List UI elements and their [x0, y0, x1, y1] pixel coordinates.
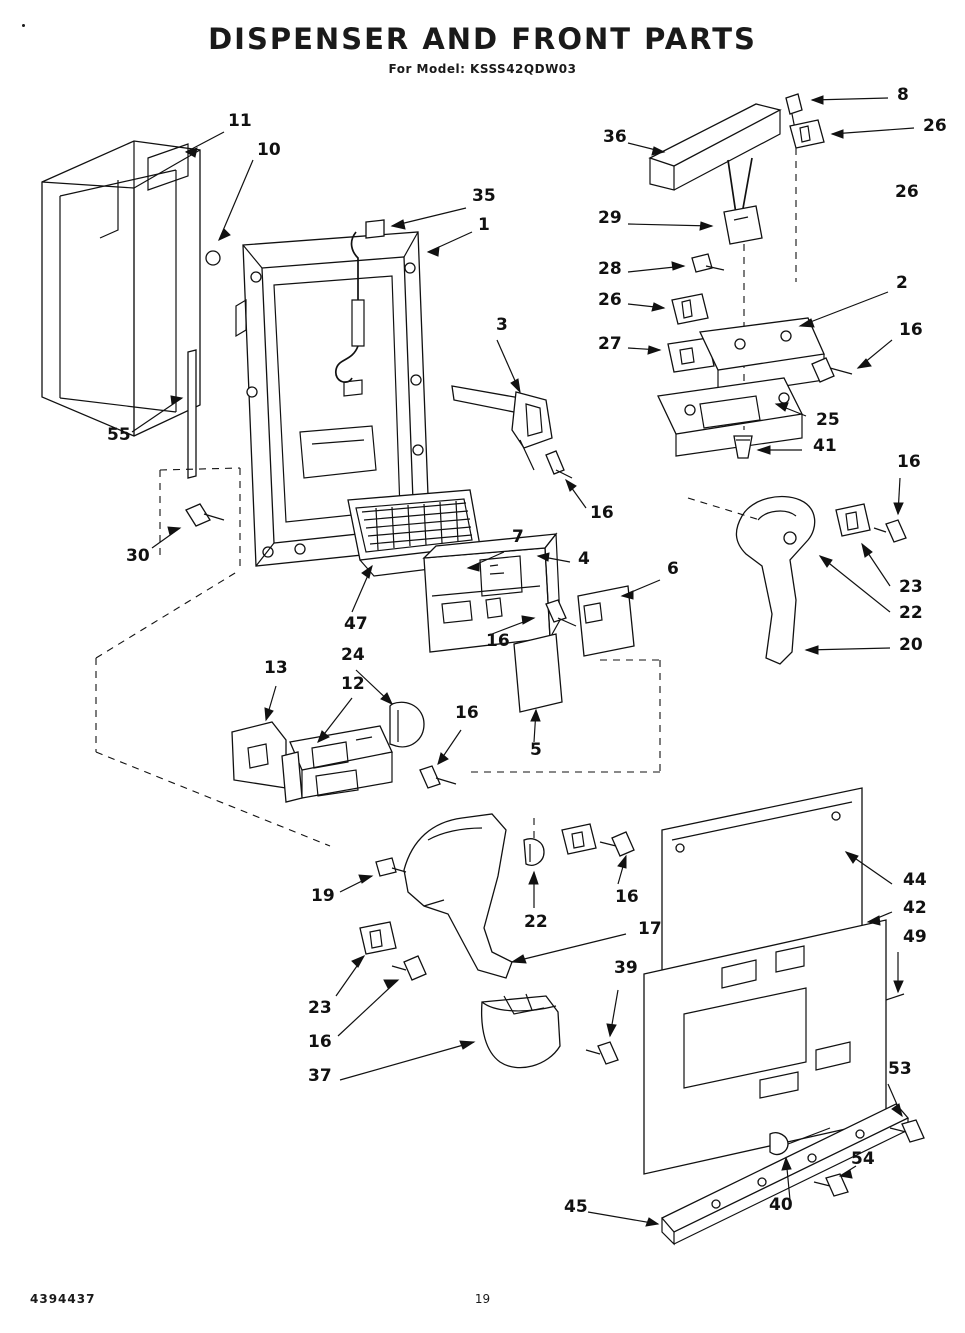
part-11-liner-box [42, 141, 200, 436]
part-16-screw-c [812, 358, 852, 382]
callout-28: 28 [598, 259, 622, 279]
part-37-funnel [482, 994, 560, 1068]
model-subtitle: For Model: KSSS42QDW03 [388, 62, 577, 76]
callout-41: 41 [813, 436, 837, 456]
callout-16-e: 16 [455, 703, 479, 723]
callout-5: 5 [530, 740, 542, 760]
callout-16-b: 16 [590, 503, 614, 523]
part-16-screw-b [546, 600, 576, 626]
callout-22-b: 22 [524, 912, 548, 932]
part-26-clip-a [790, 120, 824, 282]
part-16-screw-a [546, 451, 572, 478]
callout-6: 6 [667, 559, 679, 579]
part-2-dispenser-housing [658, 318, 824, 456]
callout-16-d: 16 [486, 631, 510, 651]
callout-26-a: 26 [923, 116, 947, 136]
callout-23-b: 23 [308, 998, 332, 1018]
part-22-bracket-b [562, 824, 596, 854]
part-12-bracket [282, 726, 392, 802]
part-17-dispenser-lever-arm [404, 814, 512, 978]
callout-20: 20 [899, 635, 923, 655]
part-39-screw [586, 1042, 618, 1064]
callout-10: 10 [257, 140, 281, 160]
part-16-screw-f [392, 956, 426, 980]
part-23-clip-b [360, 922, 396, 954]
callout-13: 13 [264, 658, 288, 678]
callout-44: 44 [903, 870, 927, 890]
part-41-lamp [734, 436, 752, 458]
callout-1: 1 [478, 215, 490, 235]
part-19-pin [376, 858, 406, 876]
part-28-screw [692, 254, 724, 272]
callout-23-a: 23 [899, 577, 923, 597]
callout-16-c: 16 [897, 452, 921, 472]
callout-42: 42 [903, 898, 927, 918]
part-49-door-panel-edge [886, 994, 904, 1000]
callout-12: 12 [341, 674, 365, 694]
callout-30: 30 [126, 546, 150, 566]
part-30-screw [186, 504, 224, 526]
callout-54: 54 [851, 1149, 875, 1169]
callout-45: 45 [564, 1197, 588, 1217]
callout-16-g: 16 [308, 1032, 332, 1052]
construction-line-1 [96, 570, 240, 658]
callout-19: 19 [311, 886, 335, 906]
callout-26-b: 26 [895, 182, 919, 202]
callout-8: 8 [897, 85, 909, 105]
part-36-light-channel [650, 104, 780, 190]
page-title: DISPENSER AND FRONT PARTS [208, 22, 757, 56]
callout-27: 27 [598, 334, 622, 354]
part-22-bushing [524, 818, 544, 865]
callout-49: 49 [903, 927, 927, 947]
callout-3: 3 [496, 315, 508, 335]
part-5-cover-plate [514, 634, 562, 712]
part-20-lever-arm [736, 497, 814, 664]
callout-36: 36 [603, 127, 627, 147]
callout-24: 24 [341, 645, 365, 665]
callout-2: 2 [896, 273, 908, 293]
callout-55: 55 [107, 425, 131, 445]
part-16-screw-e [420, 766, 456, 788]
callout-16-a: 16 [899, 320, 923, 340]
part-54-screw [814, 1174, 848, 1196]
callout-40: 40 [769, 1195, 793, 1215]
callout-47: 47 [344, 614, 368, 634]
callout-39: 39 [614, 958, 638, 978]
part-16-screw-d [874, 520, 906, 542]
callout-7: 7 [512, 527, 524, 547]
page-number: 19 [474, 1292, 491, 1306]
callout-11: 11 [228, 111, 252, 131]
callout-26-c: 26 [598, 290, 622, 310]
callout-53: 53 [888, 1059, 912, 1079]
callout-16-f: 16 [615, 887, 639, 907]
callout-4: 4 [578, 549, 590, 569]
part-23-clip [836, 504, 870, 536]
document-code: 4394437 [30, 1292, 96, 1306]
callout-29: 29 [598, 208, 622, 228]
part-13-side-panel [232, 722, 286, 788]
part-26-clip-b [672, 294, 708, 324]
part-3-dispenser-lever [452, 386, 552, 470]
part-16-screw-g [600, 832, 634, 856]
part-24-dial [390, 702, 424, 747]
callout-25: 25 [816, 410, 840, 430]
callout-17: 17 [638, 919, 662, 939]
callout-22-a: 22 [899, 603, 923, 623]
callout-37: 37 [308, 1066, 332, 1086]
callout-35: 35 [472, 186, 496, 206]
